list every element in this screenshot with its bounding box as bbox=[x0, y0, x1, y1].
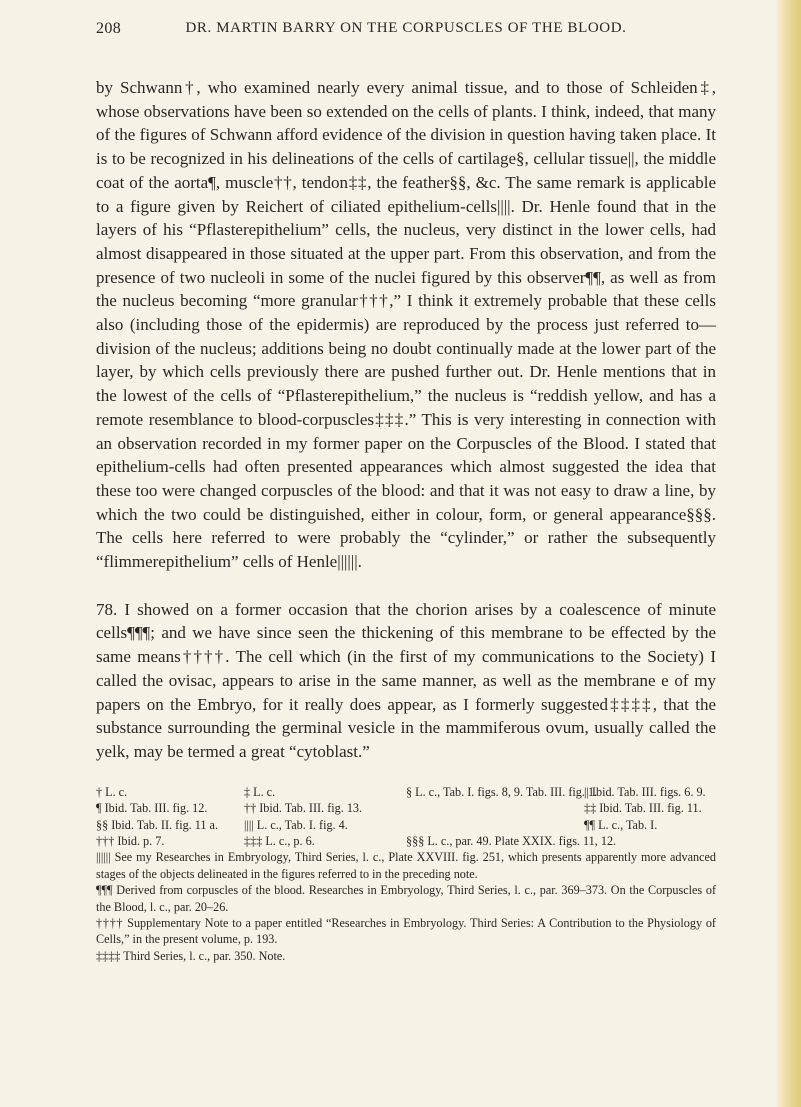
footnotes bbox=[96, 784, 716, 964]
footnote: ‡ L. c. bbox=[244, 784, 276, 799]
footnote: § L. c., Tab. I. figs. 8, 9. Tab. III. fig. 1. bbox=[406, 784, 598, 799]
page-number: 208 bbox=[96, 20, 122, 37]
footnote: ††† Ibid. p. 7. bbox=[96, 833, 165, 848]
footnote: || Ibid. Tab. III. figs. 6. 9. bbox=[584, 784, 706, 799]
footnote: †† Ibid. Tab. III. fig. 13. bbox=[244, 801, 363, 816]
book-page bbox=[96, 20, 716, 964]
footnote: ¶¶ L. c., Tab. I. bbox=[584, 817, 658, 832]
page-edge bbox=[775, 0, 801, 1107]
footnote: §§ Ibid. Tab. II. fig. 11 a. bbox=[96, 817, 219, 832]
footnote: ‡‡‡ L. c., p. 6. bbox=[244, 833, 315, 848]
footnote-long: ¶¶¶ Derived from corpuscles of the blood. Researches in Embryology, Third Series, l. c., par. 369–373. On the Corpuscles of the Blood, l. c., par. 20–26. bbox=[96, 883, 716, 914]
paragraph-2: 78. I showed on a former occasion that the chorion arises by a coalescence of minute cells¶¶¶; and we have since seen the thickening of this membrane to be effected by the same means††††. The cell which (in the first of my communications to the Society) I called the ovisac, appears to arise in the same manner, as well as the membrane e of my papers on the Embryo, for it really does appear, as I formerly suggested‡‡‡‡, that the substance surrounding the germinal vesicle in the mammiferous ovum, usually called the yelk, may be termed a great “cytoblast.” bbox=[96, 599, 716, 761]
body-text bbox=[96, 76, 716, 764]
footnote: ‡‡ Ibid. Tab. III. fig. 11. bbox=[584, 801, 702, 816]
running-title: DR. MARTIN BARRY ON THE CORPUSCLES OF THE BLOOD. bbox=[185, 20, 627, 36]
paragraph-1: by Schwann†, who examined nearly every animal tissue, and to those of Schleiden‡, whose observations have been so extended on the cells of plants. I think, indeed, that many of the figures of Schwann afford evidence of the division in question having taken place. It is to be recognized in his delineations of the cells of cartilage§, cellular tissue||, the middle coat of the aorta¶, muscle††, tendon‡‡, the feather§§, &c. The same remark is applicable to a figure given by Reichert of ciliated epithelium-cells||||. Dr. Henle found that in the layers of his “Pflasterepithelium” cells, the nucleus, very distinct in the lower cells, had almost disappeared in those situated at the upper part. From this observation, and from the presence of two nucleoli in some of the nuclei figured by this observer¶¶, as well as from the nucleus becoming “more granular†††,” I think it extremely probable that these cells also (including those of the epidermis) are reproduced by the process just referred to—division of the nucleus; additions being no doubt continually made at the lower part of the layer, by which cells previously there are pushed further out. Dr. Henle mentions that in the lowest of the cells of “Pflasterepithelium,” the nucleus is “reddish yellow, and has a remote resemblance to blood-corpuscles‡‡‡.” This is very interesting in connection with an observation recorded in my former paper on the Corpuscles of the Blood. I stated that epithelium-cells had often presented appearances which almost suggested the idea that these too were changed corpuscles of the blood: and that it was not easy to draw a line, by which the two could be distinguished, either in colour, form, or general appearance§§§. The cells here referred to were probably the “cylinder,” or rather the subsequently “flimmerepithelium” cells of Henle||||||. bbox=[96, 78, 716, 572]
footnote: † L. c. bbox=[96, 784, 128, 799]
running-header bbox=[96, 20, 716, 50]
footnote: |||| L. c., Tab. I. fig. 4. bbox=[244, 817, 348, 832]
footnote: ¶ Ibid. Tab. III. fig. 12. bbox=[96, 801, 208, 816]
footnote-long: †††† Supplementary Note to a paper entitled “Researches in Embryology. Third Series: A Contribution to the Physiology of Cells,” in the present volume, p. 193. bbox=[96, 915, 716, 947]
footnote-long: |||||| See my Researches in Embryology, Third Series, l. c., Plate XXVIII. fig. 251, which presents apparently more advanced stages of the objects delineated in the figures referred to in the preceding note. bbox=[96, 850, 716, 881]
footnote-long: ‡‡‡‡ Third Series, l. c., par. 350. Note. bbox=[96, 948, 286, 963]
footnote-grid bbox=[96, 784, 716, 850]
footnote: §§§ L. c., par. 49. Plate XXIX. figs. 11, 12. bbox=[406, 833, 617, 848]
